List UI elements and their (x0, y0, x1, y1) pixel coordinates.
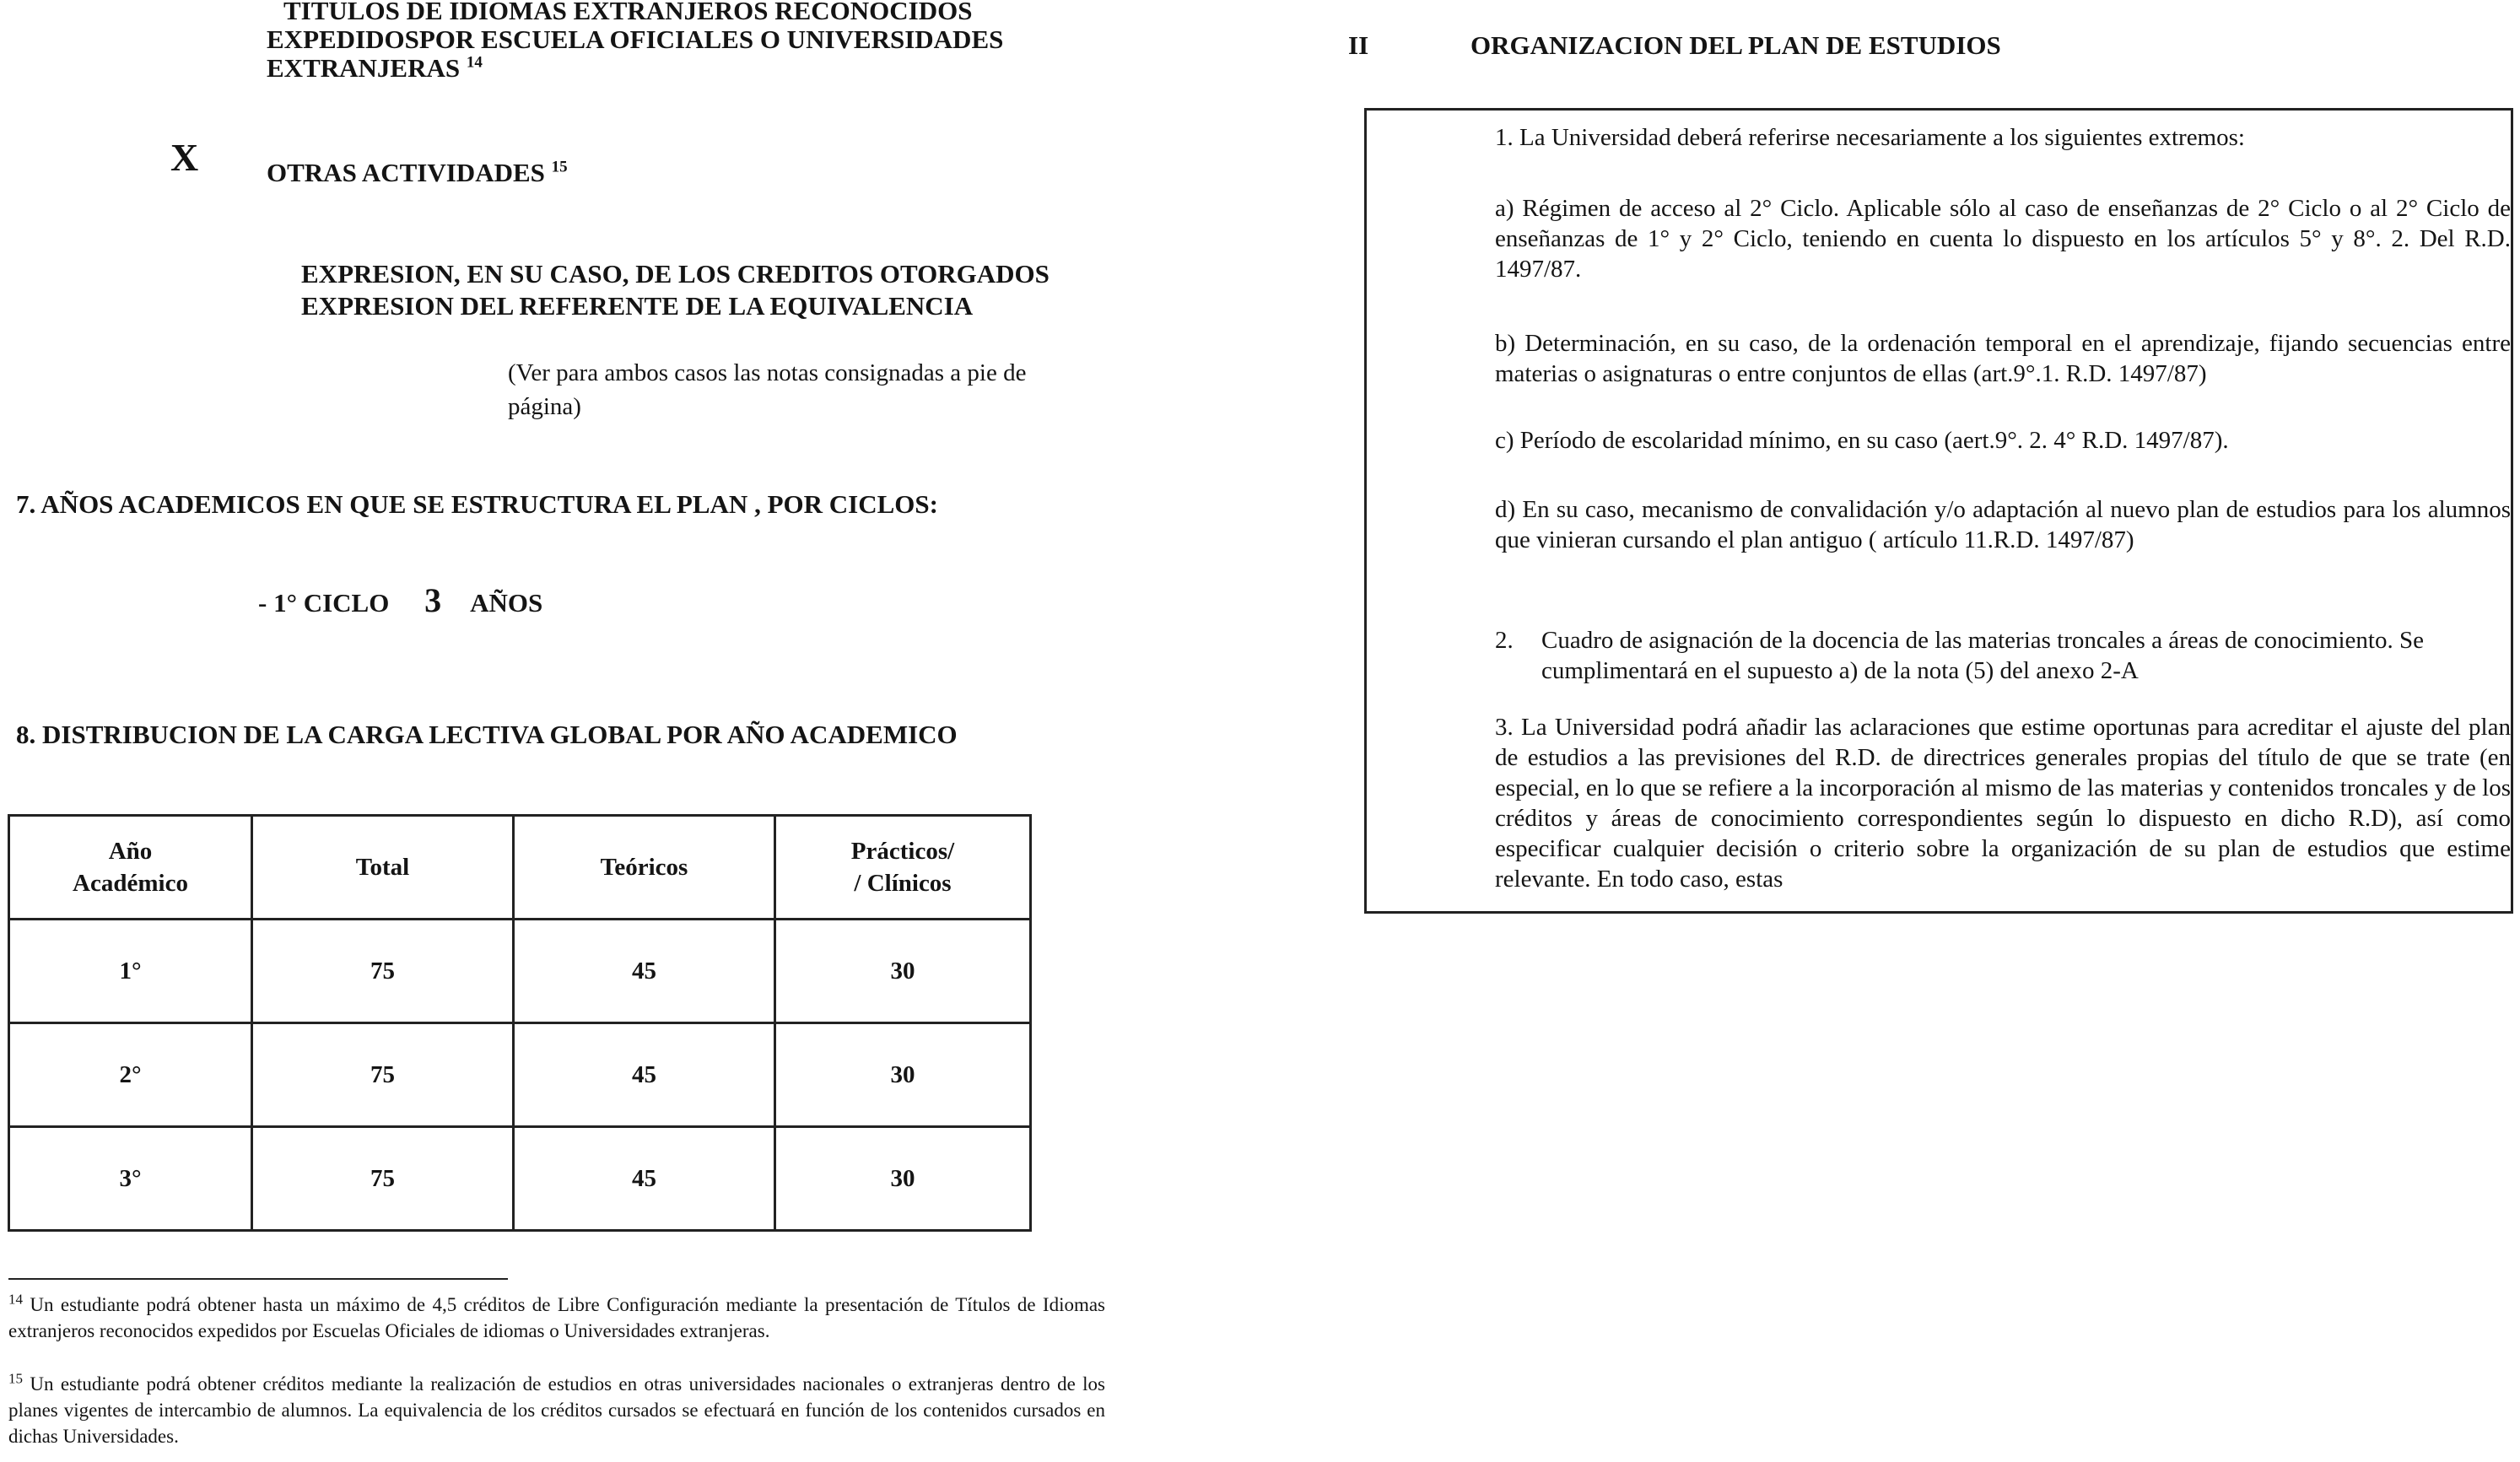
header-ano-academico (9, 816, 252, 920)
footnote-14-ref: 14 (8, 1291, 23, 1308)
footnote-15-text: Un estudiante podrá obtener créditos mediante la realización de estudios en otras universidades nacionales o extranjeras dentro de los planes vigentes de intercambio de alumnos. La equivalencia de los créditos cursados se efectuará en función de los contenidos cursados en dichas Universidades. (8, 1373, 1105, 1447)
paragraph-2: Cuadro de asignación de la docencia de las materias troncales a áreas de conocimiento. Se cumplimentará en el supuesto a) de la nota (5) del anexo 2-A (1541, 627, 2424, 684)
cell-year: 3° (9, 1127, 252, 1231)
footnote-15 (8, 1371, 1105, 1449)
header-ano-line-1: Año (108, 838, 153, 865)
section-7-heading: 7. AÑOS ACADEMICOS EN QUE SE ESTRUCTURA EL PLAN , POR CICLOS: (16, 489, 938, 519)
cell-practicos: 30 (775, 1023, 1031, 1127)
expresion-line-1: EXPRESION, EN SU CASO, DE LOS CREDITOS OTORGADOS (301, 259, 1050, 289)
ciclo-years: 3 (424, 581, 442, 619)
table-row (9, 1127, 1031, 1231)
footnote-14-text: Un estudiante podrá obtener hasta un máximo de 4,5 créditos de Libre Configuración mediante la presentación de Títulos de Idiomas extranjeros reconocidos expedidos por Escuelas Oficiales de idiomas o Universidades extranjeras. (8, 1294, 1106, 1341)
paragraph-2-number: 2. (1495, 627, 1514, 654)
cell-year: 1° (9, 920, 252, 1023)
carga-lectiva-table (8, 814, 1032, 1232)
x-mark: X (170, 136, 199, 179)
titulos-line-3-text: EXTRANJERAS (267, 53, 461, 83)
footnote-14 (8, 1292, 1105, 1344)
ver-note-line-1: (Ver para ambos casos las notas consignadas a pie de (508, 359, 1027, 386)
footnote-divider (8, 1278, 508, 1280)
table-row (9, 920, 1031, 1023)
cell-total: 75 (252, 1127, 514, 1231)
expresion-block (301, 258, 1050, 322)
expresion-line-2: EXPRESION DEL REFERENTE DE LA EQUIVALENCIA (301, 291, 974, 321)
titulos-heading (267, 0, 1003, 83)
cell-teoricos: 45 (514, 1127, 775, 1231)
paragraph-c: c) Período de escolaridad mínimo, en su caso (aert.9°. 2. 4° R.D. 1497/87). (1495, 427, 2229, 454)
header-total: Total (252, 816, 514, 920)
paragraph-a: a) Régimen de acceso al 2° Ciclo. Aplicable sólo al caso de enseñanzas de 2° Ciclo o al 2° Ciclo de enseñanzas de 1° y 2° Ciclo, teniendo en cuenta lo dispuesto en los artículos 5° y 8°. 2. Del R.D. 1497/87. (1495, 195, 2511, 283)
ciclo-unit: AÑOS (470, 588, 543, 618)
cell-total: 75 (252, 920, 514, 1023)
titulos-line-1: TITULOS DE IDIOMAS EXTRANJEROS RECONOCIDOS (283, 0, 973, 25)
footnote-15-ref: 15 (8, 1370, 23, 1387)
table-header-row (9, 816, 1031, 920)
section-8-heading: 8. DISTRIBUCION DE LA CARGA LECTIVA GLOBAL POR AÑO ACADEMICO (16, 720, 958, 749)
paragraph-b: b) Determinación, en su caso, de la ordenación temporal en el aprendizaje, fijando secuencias entre materias o asignaturas o entre conjuntos de ellas (art.9°.1. R.D. 1497/87) (1495, 330, 2511, 387)
cell-teoricos: 45 (514, 920, 775, 1023)
footnote-ref-14: 14 (466, 53, 483, 72)
header-practicos (775, 816, 1031, 920)
titulos-line-3 (267, 54, 1003, 83)
table-row (9, 1023, 1031, 1127)
plan-estudios-box (1364, 108, 2513, 914)
footnote-ref-15: 15 (551, 158, 568, 176)
cell-teoricos: 45 (514, 1023, 775, 1127)
header-practicos-line-1: Prácticos/ (850, 838, 955, 865)
ciclo-line (258, 581, 543, 619)
header-teoricos: Teóricos (514, 816, 775, 920)
ver-note-line-2: página) (508, 393, 581, 420)
titulos-line-2: EXPEDIDOSPOR ESCUELA OFICIALES O UNIVERSIDADES (267, 24, 1004, 54)
ver-note (508, 356, 1026, 423)
paragraph-3: 3. La Universidad podrá añadir las aclaraciones que estime oportunas para acreditar el ajuste del plan de estudios a las previsiones del R.D. de directrices generales propias del título de que se trate (en especial, en lo que se refiere a la incorporación al mismo de las materias y contenidos troncales y de los créditos y áreas de conocimiento correspondientes según lo dispuesto en dicho R.D), así como especificar cualquier decisión o criterio sobre la organización de su plan de estudios que estime relevante. En todo caso, estas (1495, 714, 2511, 893)
header-ano-line-2: Académico (73, 870, 188, 897)
otras-actividades-heading (267, 158, 568, 188)
section-ii-number: II (1348, 30, 1369, 60)
ciclo-label: - 1° CICLO (258, 588, 390, 618)
paragraph-1: 1. La Universidad deberá referirse necesariamente a los siguientes extremos: (1495, 124, 2245, 151)
cell-year: 2° (9, 1023, 252, 1127)
section-ii-title: ORGANIZACION DEL PLAN DE ESTUDIOS (1470, 30, 2001, 60)
header-practicos-line-2: / Clínicos (854, 870, 952, 897)
paragraph-d: d) En su caso, mecanismo de convalidación y/o adaptación al nuevo plan de estudios para los alumnos que vinieran cursando el plan antiguo ( artículo 11.R.D. 1497/87) (1495, 496, 2511, 553)
otras-actividades-label: OTRAS ACTIVIDADES (267, 158, 545, 187)
cell-practicos: 30 (775, 920, 1031, 1023)
cell-total: 75 (252, 1023, 514, 1127)
cell-practicos: 30 (775, 1127, 1031, 1231)
